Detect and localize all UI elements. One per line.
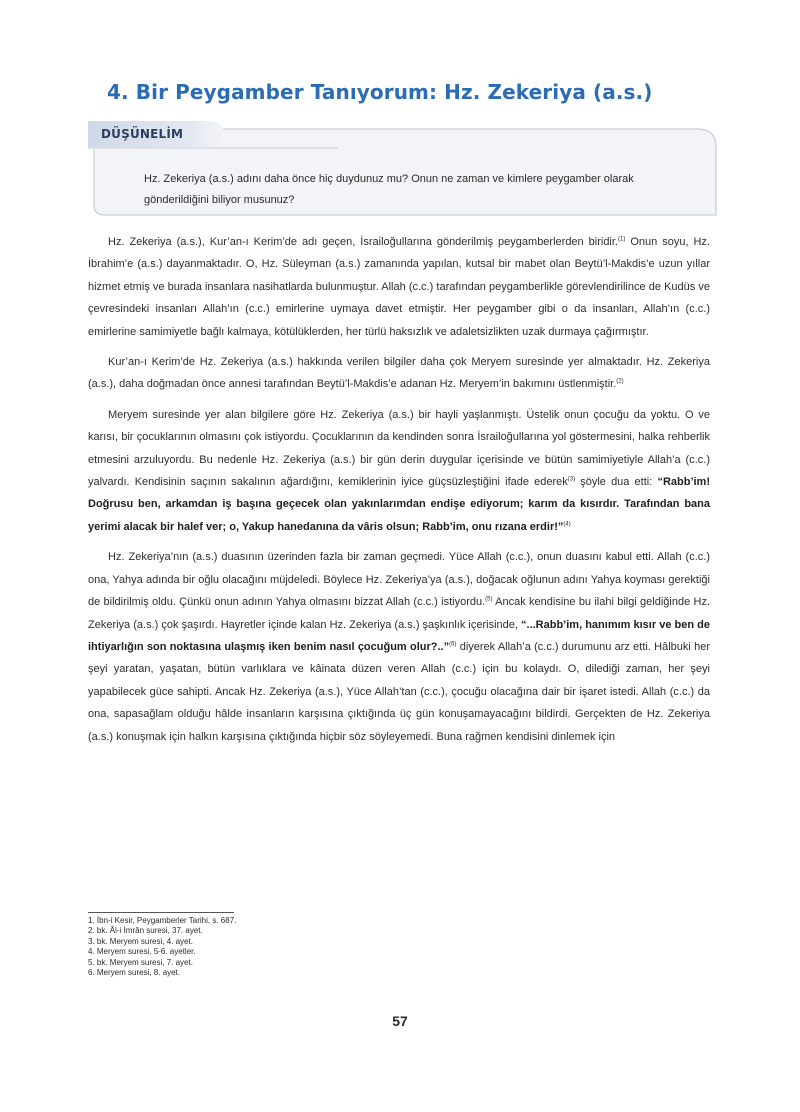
paragraph-text: şöyle dua etti:: [575, 476, 658, 489]
footnote-item: 2. bk. Âl-i İmrân suresi, 37. ayet.: [88, 926, 203, 936]
verse-quote: “...Rabb’im, hanımım kısır ve ben de ihtiyarlığın son noktasına ulaşmış iken benim nasıl çocuğum olur?..”: [88, 618, 710, 653]
paragraph-text: Onun soyu, Hz. İbrahim’e (a.s.) dayanmaktadır. O, Hz. Süleyman (a.s.) zamanında yapılan, kutsal bir mabet olan Beytü’l-Makdis’e uzun yıllar hizmet etmiş ve burada insanlara nasihatlarda bulunmuştur. Allah (c.c.) tarafından peygamberlikle görevlendirilince de Kudüs ve çevresindeki insanları Allah’ın (c.c.) emirlerine uymaya davet etmiştir. Her peygamber gibi o da insanları, Allah’ın (c.c.) emirlerine samimiyetle bağlı kalmaya, kötülüklerden, her türlü haksızlık ve adaletsizlikten uzak durmaya çağırmıştır.: [88, 236, 710, 338]
footnote-item: 5. bk. Meryem suresi, 7. ayet.: [88, 957, 193, 967]
body-text: [88, 231, 710, 756]
paragraph-text: Hz. Zekeriya (a.s.), Kur’an-ı Kerim’de adı geçen, İsrailoğullarına gönderilmiş peygamberlerden biridir.: [108, 236, 618, 248]
footnote-ref: (6): [449, 641, 457, 648]
footnote-ref: (5): [485, 596, 493, 603]
paragraph-text: Meryem suresinde yer alan bilgilere göre Hz. Zekeriya (a.s.) bir hayli yaşlanmıştı. Üstelik onun çocuğu da yoktu. O ve karısı, bir çocuklarının olmasını çok istiyordu. Çocuklarının da kendinden sonra İsrailoğullarına yol göstermesini, halka rehberlik etmesini arzuluyordu. Bu nedenle Hz. Zekeriya (a.s.) bir gün derin duygular içerisinde ve bütün samimiyetiyle Allah’a (c.c.) yalvardı. Kendisinin saçının sakalının ağardığını, kemiklerinin iyice güçsüzleştiğini ifade ederek: [88, 408, 710, 489]
page-number: 57: [392, 1013, 408, 1029]
paragraph-2: [88, 351, 710, 396]
think-box: [88, 121, 717, 217]
think-box-label: DÜŞÜNELİM: [101, 127, 184, 141]
paragraph-1: [88, 231, 710, 343]
footnote-ref: (3): [567, 476, 576, 483]
paragraph-text: Kur’an-ı Kerim’de Hz. Zekeriya (a.s.) hakkında verilen bilgiler daha çok Meryem suresinde yer almaktadır. Hz. Zekeriya (a.s.), daha doğmadan önce annesi tarafından Beytü’l-Makdis’e adanan Hz. Meryem’in bakımını üstlenmiştir.: [88, 356, 710, 391]
paragraph-text: diyerek Allah’a (c.c.) durumunu arz etti. Hâlbuki her şeyi yaratan, yaşatan, bütün varlıklara ve kâinata düzen veren Allah (c.c.) için bu kolaydı. O, dilediği zaman, her şeyi yapabilecek güce sahipti. Ancak Hz. Zekeriya (a.s.), Yüce Allah’tan (c.c.), çocuğu olacağına dair bir işaret istedi. Allah (c.c.) da ona, sapasağlam olduğu hâlde insanların karşısına çıktığında üç gün konuşamayacağını bildirdi. Gerçekten de Hz. Zekeriya (a.s.) konuşmak için halkın karşısına çıktığında hiçbir söz söyleyemedi. Buna rağmen kendisini dinlemek için: [88, 640, 710, 743]
paragraph-text: Hz. Zekeriya’nın (a.s.) duasının üzerinden fazla bir zaman geçmedi. Yüce Allah (c.c.), onun duasını kabul etti. Allah (c.c.) ona, Yahya adında bir oğlu olacağını müjdeledi. Böylece Hz. Zekeriya’ya (a.s.), doğacak oğlunun adını Yahya koyması gerektiği de bildirilmiş oldu. Çünkü onun adının Yahya olmasını bizzat Allah (c.c.) istiyordu.: [88, 551, 710, 609]
footnote-item: 4. Meryem suresi, 5-6. ayetler.: [88, 947, 196, 957]
page-title: 4. Bir Peygamber Tanıyorum: Hz. Zekeriya (a.s.): [107, 80, 653, 104]
footnote-item: 3. bk. Meryem suresi, 4. ayet.: [88, 936, 193, 946]
footnote-ref: (4): [563, 521, 571, 528]
footnotes: [88, 916, 236, 978]
footnote-ref: (2): [616, 378, 624, 385]
paragraph-text: Ancak kendisine bu ilahi bilgi geldiğinde Hz. Zekeriya (a.s.) çok şaşırdı. Hayretler içinde kalan Hz. Zekeriya (a.s.) şaşkınlık içerisinde,: [88, 596, 710, 631]
think-box-text: Hz. Zekeriya (a.s.) adını daha önce hiç duydunuz mu? Onun ne zaman ve kimlere peygamber olarak gönderildiğini biliyor musunuz?: [144, 173, 634, 206]
footnote-item: 6. Meryem suresi, 8. ayet.: [88, 968, 181, 978]
paragraph-4: [88, 546, 710, 748]
footnote-ref: (1): [618, 236, 626, 243]
paragraph-3: [88, 404, 710, 538]
footnote-divider: [88, 912, 234, 913]
verse-quote: “Rabb’im! Doğrusu ben, arkamdan iş başına geçecek olan yakınlarımdan endişe ediyorum; karım da kısırdır. Tarafından bana yerimi alacak bir halef ver; o, Yakup hanedanına da vâris olsun; Rabb’im, onu rızana erdir!”: [88, 476, 710, 533]
footnote-item: 1. İbn-i Kesir, Peygamberler Tarihi, s. 687.: [88, 916, 237, 925]
